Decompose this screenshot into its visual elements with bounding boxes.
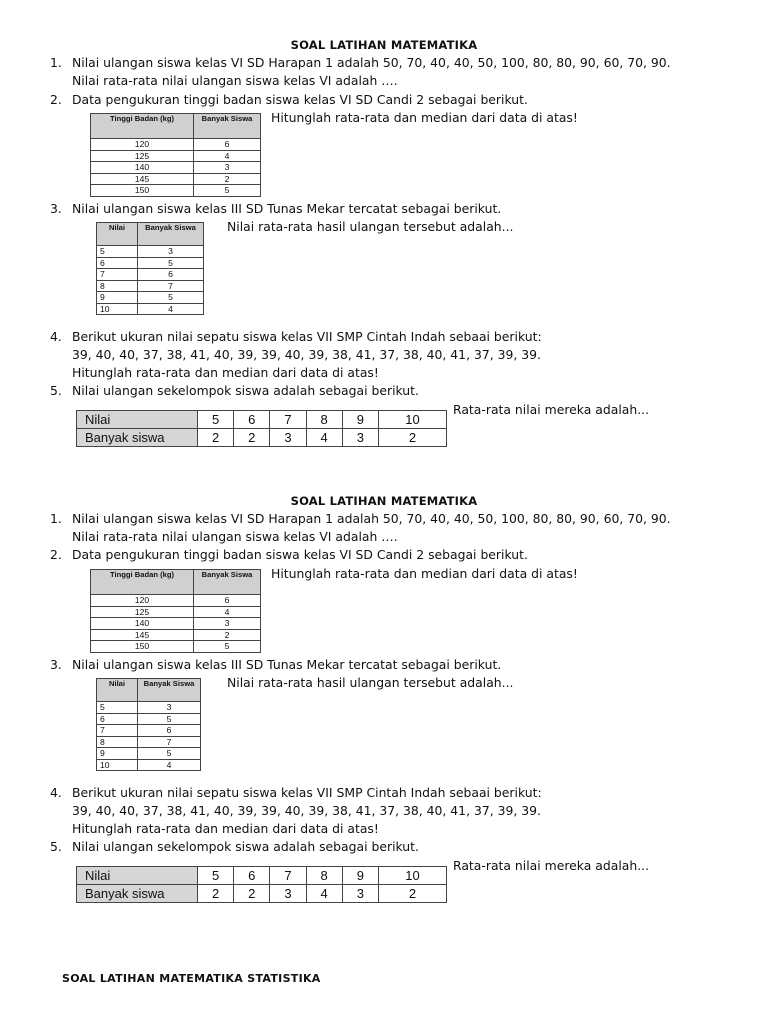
table-cell: 140 xyxy=(91,618,194,630)
table-row xyxy=(97,303,204,315)
score-frequency-table xyxy=(76,410,447,447)
table-cell: 4 xyxy=(306,429,342,447)
table-row xyxy=(97,736,201,748)
table-cell: 7 xyxy=(270,867,306,885)
table-cell: 5 xyxy=(138,292,204,304)
table-cell: 5 xyxy=(198,867,234,885)
table-cell: 3 xyxy=(342,885,378,903)
table-cell: 7 xyxy=(97,269,138,281)
table-cell: 2 xyxy=(378,429,446,447)
table-cell: 7 xyxy=(270,411,306,429)
table-cell: 5 xyxy=(198,411,234,429)
table-cell: 5 xyxy=(138,257,204,269)
table-cell: 6 xyxy=(138,269,204,281)
table-cell: 140 xyxy=(91,162,194,174)
q5-number: 5. xyxy=(50,839,62,854)
table-row xyxy=(91,173,261,185)
worksheet-2 xyxy=(0,456,768,916)
table-row xyxy=(91,150,261,162)
table-row xyxy=(97,725,201,737)
q4-number: 4. xyxy=(50,785,62,800)
score-frequency-table xyxy=(76,866,447,903)
table-header: Banyak Siswa xyxy=(138,679,201,702)
table-cell: 125 xyxy=(91,150,194,162)
table-cell: 3 xyxy=(138,702,201,714)
table-cell: 125 xyxy=(91,606,194,618)
table-header: Nilai xyxy=(97,679,138,702)
table-cell: 8 xyxy=(97,736,138,748)
table-row xyxy=(77,411,447,429)
q3-text: Nilai ulangan siswa kelas III SD Tunas Mekar tercatat sebagai berikut. xyxy=(72,657,502,672)
table-cell: 3 xyxy=(270,885,306,903)
table-row xyxy=(91,185,261,197)
table-cell: 5 xyxy=(138,748,201,760)
table-cell: 5 xyxy=(97,702,138,714)
table-cell: 5 xyxy=(194,641,261,653)
table-cell: 3 xyxy=(342,429,378,447)
table-row xyxy=(97,280,204,292)
table-cell: 8 xyxy=(306,411,342,429)
table-cell: 6 xyxy=(97,257,138,269)
table-header: Banyak Siswa xyxy=(194,570,261,595)
table-row xyxy=(97,748,201,760)
q1-number: 1. xyxy=(50,511,62,526)
score-table xyxy=(96,222,204,315)
table-row xyxy=(97,292,204,304)
document-footer-title: SOAL LATIHAN MATEMATIKA STATISTIKA xyxy=(62,972,321,985)
score-table xyxy=(96,678,201,771)
table-row xyxy=(77,429,447,447)
table-header: Banyak Siswa xyxy=(194,114,261,139)
table-cell: 150 xyxy=(91,641,194,653)
row-label: Banyak siswa xyxy=(77,885,198,903)
table-cell: 6 xyxy=(234,411,270,429)
q1-text: Nilai ulangan siswa kelas VI SD Harapan 1 adalah 50, 70, 40, 40, 50, 100, 80, 80, 90, 60, 70, 90. xyxy=(72,55,671,70)
table-row xyxy=(91,641,261,653)
q1-number: 1. xyxy=(50,55,62,70)
table-cell: 4 xyxy=(194,150,261,162)
q2-instruction: Hitunglah rata-rata dan median dari data di atas! xyxy=(271,110,578,125)
q5-question: Rata-rata nilai mereka adalah... xyxy=(453,402,650,417)
table-header: Tinggi Badan (kg) xyxy=(91,570,194,595)
table-header: Banyak Siswa xyxy=(138,223,204,246)
q2-instruction: Hitunglah rata-rata dan median dari data di atas! xyxy=(271,566,578,581)
q5-number: 5. xyxy=(50,383,62,398)
table-row xyxy=(91,162,261,174)
table-cell: 6 xyxy=(234,867,270,885)
q4-text: Berikut ukuran nilai sepatu siswa kelas VII SMP Cintah Indah sebaai berikut: xyxy=(72,785,542,800)
height-table xyxy=(90,569,261,653)
table-cell: 5 xyxy=(194,185,261,197)
table-row xyxy=(91,606,261,618)
table-cell: 9 xyxy=(342,411,378,429)
table-cell: 10 xyxy=(378,411,446,429)
worksheet-title: SOAL LATIHAN MATEMATIKA xyxy=(290,38,478,52)
table-cell: 150 xyxy=(91,185,194,197)
q2-text: Data pengukuran tinggi badan siswa kelas VI SD Candi 2 sebagai berikut. xyxy=(72,92,528,107)
table-cell: 120 xyxy=(91,139,194,151)
q4-number: 4. xyxy=(50,329,62,344)
table-cell: 6 xyxy=(194,595,261,607)
table-cell: 2 xyxy=(234,885,270,903)
table-row xyxy=(91,618,261,630)
table-row xyxy=(77,867,447,885)
table-cell: 5 xyxy=(97,246,138,258)
table-cell: 2 xyxy=(378,885,446,903)
q1-question: Nilai rata-rata nilai ulangan siswa kelas VI adalah …. xyxy=(72,73,398,88)
table-cell: 3 xyxy=(194,618,261,630)
q1-question: Nilai rata-rata nilai ulangan siswa kelas VI adalah …. xyxy=(72,529,398,544)
q3-number: 3. xyxy=(50,657,62,672)
table-cell: 4 xyxy=(306,885,342,903)
table-cell: 9 xyxy=(97,748,138,760)
q3-text: Nilai ulangan siswa kelas III SD Tunas Mekar tercatat sebagai berikut. xyxy=(72,201,502,216)
table-cell: 3 xyxy=(194,162,261,174)
table-cell: 7 xyxy=(97,725,138,737)
table-cell: 10 xyxy=(378,867,446,885)
table-cell: 9 xyxy=(342,867,378,885)
table-cell: 7 xyxy=(138,280,204,292)
q3-number: 3. xyxy=(50,201,62,216)
worksheet-title: SOAL LATIHAN MATEMATIKA xyxy=(290,494,478,508)
table-row xyxy=(91,629,261,641)
table-cell: 4 xyxy=(138,759,201,771)
q4-instruction: Hitunglah rata-rata dan median dari data di atas! xyxy=(72,821,379,836)
table-cell: 3 xyxy=(270,429,306,447)
table-cell: 2 xyxy=(194,173,261,185)
table-cell: 10 xyxy=(97,759,138,771)
table-cell: 9 xyxy=(97,292,138,304)
table-cell: 4 xyxy=(138,303,204,315)
table-row xyxy=(77,885,447,903)
table-cell: 2 xyxy=(194,629,261,641)
table-cell: 145 xyxy=(91,173,194,185)
q3-question: Nilai rata-rata hasil ulangan tersebut adalah... xyxy=(227,675,514,690)
table-cell: 4 xyxy=(194,606,261,618)
table-cell: 145 xyxy=(91,629,194,641)
table-header: Tinggi Badan (kg) xyxy=(91,114,194,139)
q4-data: 39, 40, 40, 37, 38, 41, 40, 39, 39, 40, 39, 38, 41, 37, 38, 40, 41, 37, 39, 39. xyxy=(72,803,541,818)
table-cell: 2 xyxy=(198,885,234,903)
q2-number: 2. xyxy=(50,547,62,562)
table-cell: 2 xyxy=(198,429,234,447)
row-label: Banyak siswa xyxy=(77,429,198,447)
q5-question: Rata-rata nilai mereka adalah... xyxy=(453,858,650,873)
table-row xyxy=(97,269,204,281)
table-cell: 5 xyxy=(138,713,201,725)
q2-number: 2. xyxy=(50,92,62,107)
table-cell: 7 xyxy=(138,736,201,748)
table-row xyxy=(97,702,201,714)
table-cell: 8 xyxy=(97,280,138,292)
q4-text: Berikut ukuran nilai sepatu siswa kelas VII SMP Cintah Indah sebaai berikut: xyxy=(72,329,542,344)
table-cell: 6 xyxy=(97,713,138,725)
row-label: Nilai xyxy=(77,867,198,885)
q4-instruction: Hitunglah rata-rata dan median dari data di atas! xyxy=(72,365,379,380)
table-header: Nilai xyxy=(97,223,138,246)
table-cell: 2 xyxy=(234,429,270,447)
q1-text: Nilai ulangan siswa kelas VI SD Harapan 1 adalah 50, 70, 40, 40, 50, 100, 80, 80, 90, 60, 70, 90. xyxy=(72,511,671,526)
q5-text: Nilai ulangan sekelompok siswa adalah sebagai berikut. xyxy=(72,839,419,854)
height-table xyxy=(90,113,261,197)
q3-question: Nilai rata-rata hasil ulangan tersebut adalah... xyxy=(227,219,514,234)
table-row xyxy=(97,246,204,258)
table-row xyxy=(97,713,201,725)
table-row xyxy=(97,257,204,269)
table-row xyxy=(97,759,201,771)
table-cell: 6 xyxy=(194,139,261,151)
table-cell: 10 xyxy=(97,303,138,315)
worksheet-1 xyxy=(0,0,768,460)
q5-text: Nilai ulangan sekelompok siswa adalah sebagai berikut. xyxy=(72,383,419,398)
table-cell: 6 xyxy=(138,725,201,737)
q4-data: 39, 40, 40, 37, 38, 41, 40, 39, 39, 40, 39, 38, 41, 37, 38, 40, 41, 37, 39, 39. xyxy=(72,347,541,362)
table-row xyxy=(91,595,261,607)
table-cell: 3 xyxy=(138,246,204,258)
table-row xyxy=(91,139,261,151)
row-label: Nilai xyxy=(77,411,198,429)
table-cell: 8 xyxy=(306,867,342,885)
table-cell: 120 xyxy=(91,595,194,607)
q2-text: Data pengukuran tinggi badan siswa kelas VI SD Candi 2 sebagai berikut. xyxy=(72,547,528,562)
